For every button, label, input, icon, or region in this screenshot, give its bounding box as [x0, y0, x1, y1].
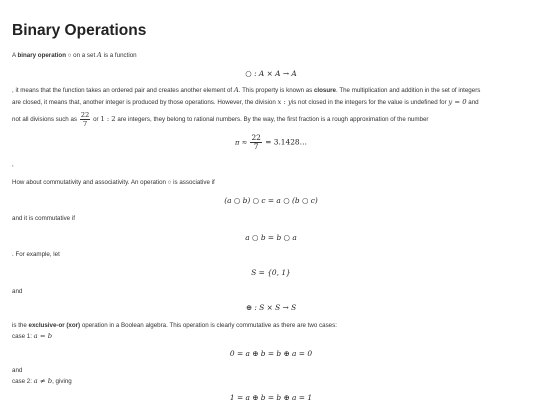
equation-case-1: 0 = a ⊕ b = b ⊕ a = 0	[229, 349, 313, 358]
equation-case-2: 1 = a ⊕ b = b ⊕ a = 1	[229, 393, 313, 402]
equation-operation-signature: ○ : A × A → A	[245, 69, 297, 78]
comma-text: ,	[12, 161, 14, 168]
line	[12, 85, 530, 97]
line	[12, 111, 530, 128]
fraction-numerator: 22	[251, 133, 261, 142]
paragraph-and-2: and	[12, 367, 23, 374]
equation-set-s: S = {0, 1}	[251, 268, 291, 277]
paragraph-xor	[12, 321, 337, 332]
text: , it means that the function takes an ordered pair and creates another element of	[12, 87, 234, 94]
math-lhs: π ≈	[234, 138, 250, 147]
text: case 1:	[12, 333, 34, 340]
text: are closed, it means that, another integer is produced by those operations. However, the division	[12, 98, 278, 106]
text: not all divisions such as	[12, 116, 79, 124]
paragraph-commutative: and it is commutative if	[12, 215, 75, 222]
math-rhs: = 3.1428…	[262, 137, 308, 147]
text: is the	[12, 322, 29, 329]
text: case 2:	[12, 378, 34, 385]
math-case-1: a = b	[33, 332, 53, 340]
page-title: Binary Operations	[12, 22, 147, 39]
paragraph-associativity: How about commutativity and associativity. An operation ○ is associative if	[12, 179, 215, 186]
math-x: x	[277, 97, 282, 106]
equation-associativity: (a ○ b) ○ c = a ○ (b ○ c)	[224, 196, 318, 205]
equation-xor-signature: ⊕ : S × S → S	[245, 303, 297, 312]
text: and	[466, 98, 479, 106]
bold-term-binary-operation: binary operation	[17, 52, 66, 59]
text: . The multiplication and addition in the set of integers	[336, 87, 481, 94]
paragraph-example: . For example, let	[12, 251, 60, 258]
math-colon: :	[281, 97, 288, 106]
math-case-2: a ≠ b	[33, 377, 53, 385]
text: is not closed in the integers for the value is undefined for	[291, 98, 449, 106]
text: . This property is known as	[238, 87, 314, 94]
text: , giving	[52, 378, 72, 385]
bold-term-closure: closure	[313, 87, 336, 94]
math-y: y	[288, 97, 292, 106]
fraction-denominator: 7	[82, 120, 88, 129]
case-1-label	[12, 331, 52, 343]
case-2-label	[12, 376, 72, 388]
paragraph-and: and	[12, 288, 23, 295]
math-fraction	[80, 111, 91, 128]
line	[12, 97, 530, 109]
math-ratio: 1 : 2	[100, 115, 116, 124]
math-fraction	[250, 134, 261, 151]
math-condition: y = 0	[448, 97, 467, 106]
text: A	[12, 52, 18, 59]
text: is a function	[101, 52, 137, 59]
math-set-a: A	[96, 51, 102, 59]
bold-term-xor: exclusive-or (xor)	[28, 322, 81, 329]
paragraph-closure	[12, 85, 530, 128]
text: operation in a Boolean algebra. This operation is clearly commutative as there are two cases:	[80, 322, 337, 329]
fraction-numerator: 22	[80, 111, 90, 120]
paragraph-definition	[12, 50, 137, 62]
text: are integers, they belong to rational numbers. By the way, the first fraction is a rough approximation of the number	[115, 116, 429, 124]
equation-pi-approximation	[12, 134, 530, 151]
equation-commutativity: a ○ b = b ○ a	[245, 233, 297, 242]
math-set-a: A	[233, 86, 239, 94]
text: ○ on a set	[66, 52, 97, 59]
text: or	[91, 116, 101, 124]
fraction-denominator: 7	[253, 142, 259, 151]
